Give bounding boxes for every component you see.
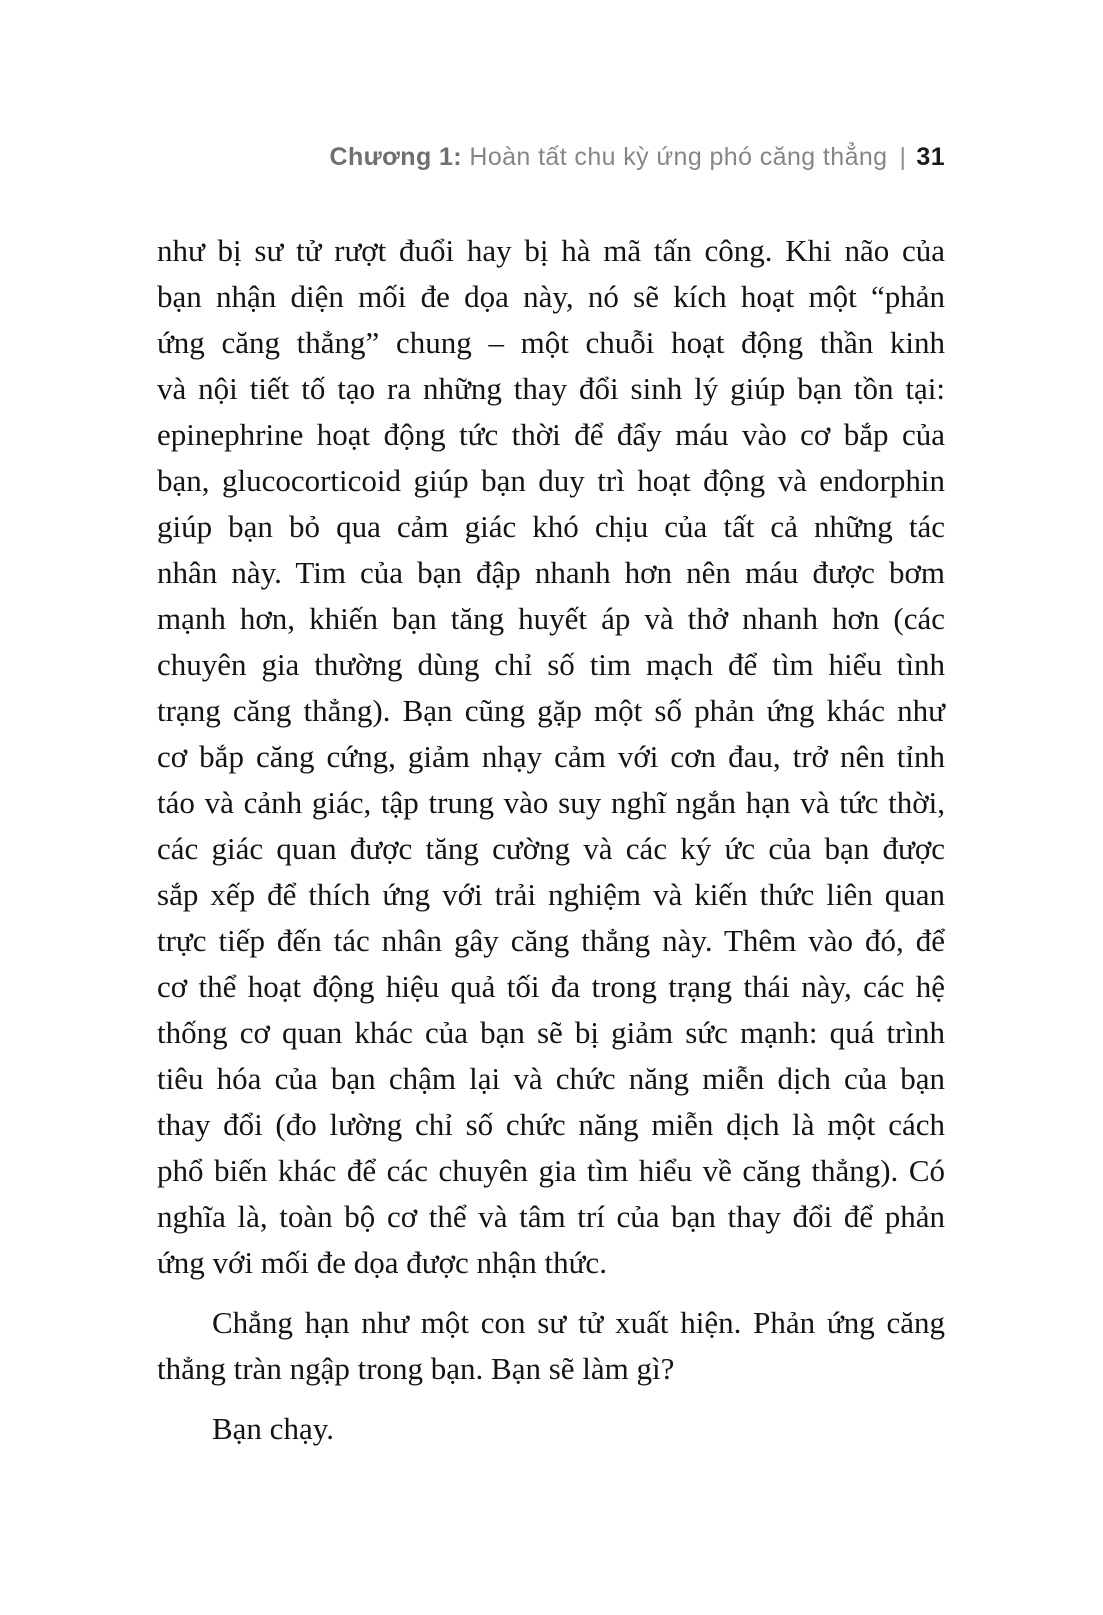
text-line: cơ thể hoạt động hiệu quả tối đa trong trạng thái này, các hệ <box>157 969 945 1004</box>
running-header <box>0 141 945 173</box>
chapter-title: Hoàn tất chu kỳ ứng phó căng thẳng <box>462 143 888 171</box>
paragraph <box>157 1300 945 1392</box>
text-line: cơ bắp căng cứng, giảm nhạy cảm với cơn đau, trở nên tỉnh <box>157 739 945 774</box>
page-body <box>157 228 945 1452</box>
text-line: nhân này. Tim của bạn đập nhanh hơn nên máu được bơm <box>157 555 945 590</box>
text-line: bạn, glucocorticoid giúp bạn duy trì hoạt động và endorphin <box>157 463 945 498</box>
text-line: táo và cảnh giác, tập trung vào suy nghĩ ngắn hạn và tức thời, <box>157 785 945 820</box>
text-line: thẳng tràn ngập trong bạn. Bạn sẽ làm gì? <box>157 1351 675 1386</box>
paragraph <box>157 228 945 1286</box>
text-line: chuyên gia thường dùng chỉ số tim mạch để tìm hiểu tình <box>157 647 945 682</box>
text-line: thống cơ quan khác của bạn sẽ bị giảm sức mạnh: quá trình <box>157 1015 945 1050</box>
text-line: và nội tiết tố tạo ra những thay đổi sinh lý giúp bạn tồn tại: <box>157 371 945 406</box>
text-line: như bị sư tử rượt đuổi hay bị hà mã tấn công. Khi não của <box>157 233 945 268</box>
text-line: sắp xếp để thích ứng với trải nghiệm và kiến thức liên quan <box>157 877 945 912</box>
text-line: Bạn chạy. <box>212 1411 334 1446</box>
chapter-label: Chương 1: <box>329 143 463 171</box>
text-line: bạn nhận diện mối đe dọa này, nó sẽ kích hoạt một “phản <box>157 279 945 314</box>
text-line: nghĩa là, toàn bộ cơ thể và tâm trí của bạn thay đổi để phản <box>157 1199 945 1234</box>
text-line: các giác quan được tăng cường và các ký ức của bạn được <box>157 831 945 866</box>
header-separator: | <box>899 143 907 171</box>
text-line: trạng căng thẳng). Bạn cũng gặp một số phản ứng khác như <box>157 693 945 728</box>
text-line: giúp bạn bỏ qua cảm giác khó chịu của tất cả những tác <box>157 509 945 544</box>
text-line: ứng với mối đe dọa được nhận thức. <box>157 1245 607 1280</box>
text-line: tiêu hóa của bạn chậm lại và chức năng miễn dịch của bạn <box>157 1061 945 1096</box>
text-line: mạnh hơn, khiến bạn tăng huyết áp và thở nhanh hơn (các <box>157 601 945 636</box>
text-line: thay đổi (đo lường chỉ số chức năng miễn dịch là một cách <box>157 1107 945 1142</box>
text-line: epinephrine hoạt động tức thời để đẩy máu vào cơ bắp của <box>157 417 945 452</box>
text-line: ứng căng thẳng” chung – một chuỗi hoạt động thần kinh <box>157 325 945 360</box>
text-line: phổ biến khác để các chuyên gia tìm hiểu về căng thẳng). Có <box>157 1153 945 1188</box>
paragraph <box>157 1406 945 1452</box>
text-line: Chẳng hạn như một con sư tử xuất hiện. Phản ứng căng <box>212 1305 945 1340</box>
text-line: trực tiếp đến tác nhân gây căng thẳng này. Thêm vào đó, để <box>157 923 945 958</box>
page-number: 31 <box>916 143 945 171</box>
